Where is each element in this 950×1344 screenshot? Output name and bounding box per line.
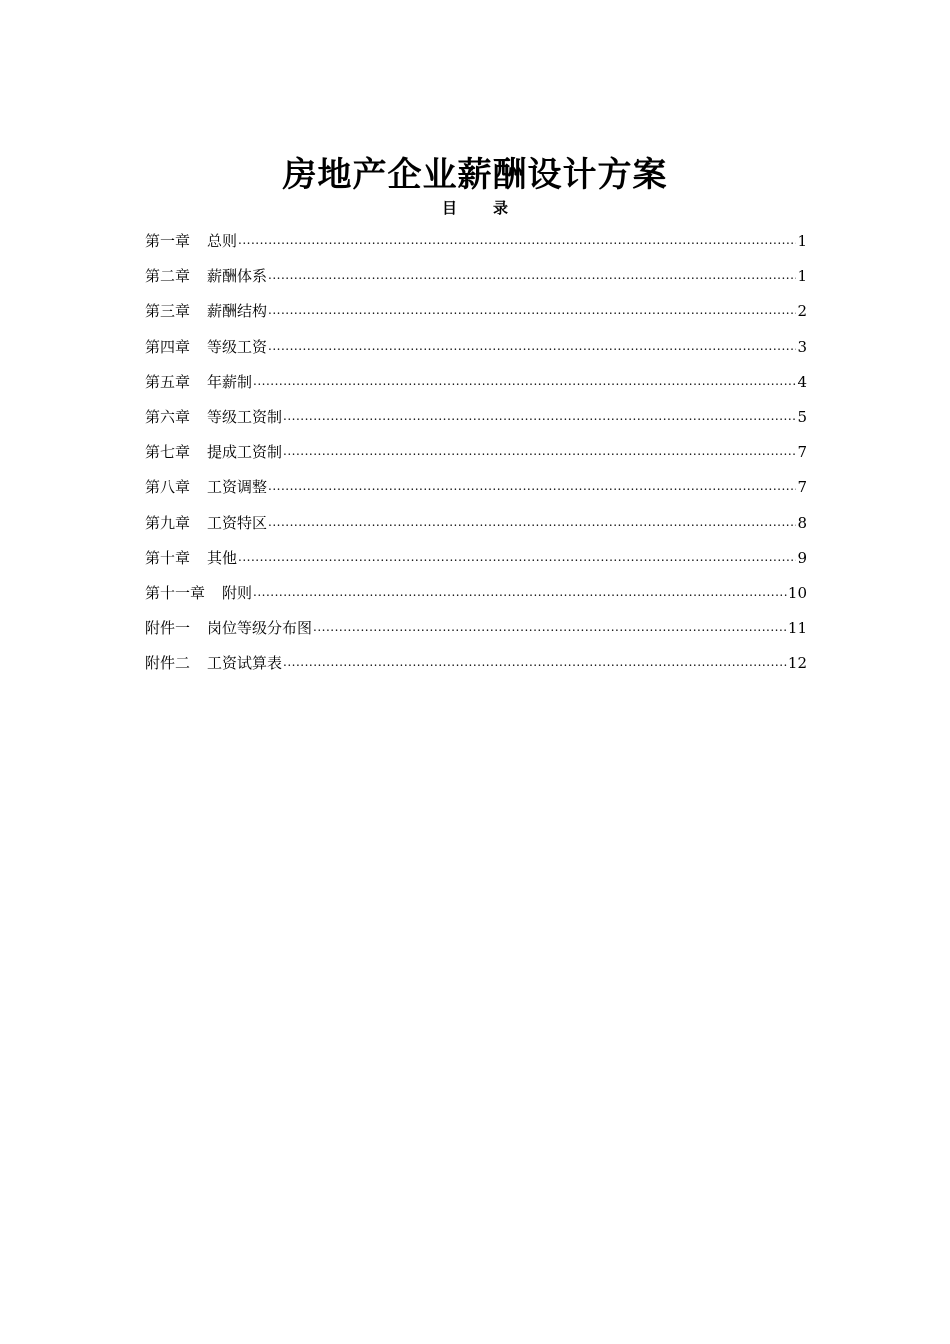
toc-dot-leader bbox=[313, 619, 787, 633]
toc-page-number: 5 bbox=[797, 407, 807, 426]
toc-page-number: 11 bbox=[787, 619, 807, 638]
toc-page-number: 9 bbox=[797, 548, 807, 567]
toc-dot-leader bbox=[283, 654, 787, 668]
toc-chapter-title: 薪酬结构 bbox=[207, 302, 268, 321]
toc-page-number: 1 bbox=[797, 267, 807, 286]
toc-entry[interactable] bbox=[145, 441, 807, 476]
toc-page-number: 10 bbox=[787, 583, 807, 602]
toc-page-number: 2 bbox=[797, 302, 807, 321]
toc-entry[interactable] bbox=[145, 652, 807, 687]
toc-entry[interactable] bbox=[145, 617, 807, 652]
toc-dot-leader bbox=[253, 373, 796, 387]
toc-dot-leader bbox=[238, 549, 796, 563]
toc-chapter-title: 工资调整 bbox=[207, 478, 268, 497]
toc-chapter-title: 等级工资制 bbox=[207, 407, 283, 426]
toc-dot-leader bbox=[268, 267, 796, 281]
toc-dot-leader bbox=[268, 338, 796, 352]
toc-chapter-title: 工资试算表 bbox=[207, 654, 283, 673]
toc-entry[interactable] bbox=[145, 371, 807, 406]
toc-chapter-number: 第八章 bbox=[145, 478, 191, 497]
toc-page-number: 1 bbox=[797, 232, 807, 250]
toc-page-number: 7 bbox=[797, 478, 807, 497]
toc-chapter-number: 第七章 bbox=[145, 443, 191, 462]
toc-dot-leader bbox=[283, 408, 796, 422]
toc-chapter-title: 提成工资制 bbox=[207, 443, 283, 462]
toc-entry[interactable] bbox=[145, 512, 807, 547]
toc-dot-leader bbox=[268, 478, 796, 492]
toc-chapter-number: 附件二 bbox=[145, 654, 191, 673]
toc-entry[interactable] bbox=[145, 230, 807, 265]
toc-chapter-title: 附则 bbox=[222, 583, 253, 602]
document-title: 房地产企业薪酬设计方案 bbox=[282, 154, 668, 195]
toc-chapter-title: 工资特区 bbox=[207, 513, 268, 532]
toc-page-number: 4 bbox=[797, 372, 807, 391]
toc-chapter-number: 第四章 bbox=[145, 337, 191, 356]
table-of-contents bbox=[145, 230, 807, 687]
toc-chapter-title: 总则 bbox=[207, 232, 238, 250]
toc-dot-leader bbox=[238, 232, 796, 246]
toc-heading bbox=[0, 197, 950, 219]
toc-dot-leader bbox=[253, 584, 787, 598]
toc-entry[interactable] bbox=[145, 582, 807, 617]
toc-entry[interactable] bbox=[145, 406, 807, 441]
toc-chapter-number: 第五章 bbox=[145, 372, 191, 391]
toc-heading-char-1: 目 bbox=[441, 199, 457, 217]
toc-chapter-number: 第三章 bbox=[145, 302, 191, 321]
toc-chapter-title: 岗位等级分布图 bbox=[207, 619, 313, 638]
toc-page-number: 12 bbox=[787, 654, 807, 673]
toc-chapter-number: 第十一章 bbox=[145, 583, 206, 602]
toc-dot-leader bbox=[283, 443, 796, 457]
toc-chapter-number: 第九章 bbox=[145, 513, 191, 532]
toc-chapter-number: 第一章 bbox=[145, 232, 191, 250]
toc-page-number: 8 bbox=[797, 513, 807, 532]
toc-chapter-number: 第十章 bbox=[145, 548, 191, 567]
toc-chapter-title: 等级工资 bbox=[207, 337, 268, 356]
toc-entry[interactable] bbox=[145, 300, 807, 335]
toc-entry[interactable] bbox=[145, 336, 807, 371]
toc-heading-char-2: 录 bbox=[493, 199, 509, 217]
toc-chapter-number: 第六章 bbox=[145, 407, 191, 426]
toc-chapter-title: 其他 bbox=[207, 548, 238, 567]
toc-page-number: 3 bbox=[797, 337, 807, 356]
toc-chapter-number: 第二章 bbox=[145, 267, 191, 286]
toc-entry[interactable] bbox=[145, 476, 807, 511]
toc-entry[interactable] bbox=[145, 265, 807, 300]
toc-chapter-title: 薪酬体系 bbox=[207, 267, 268, 286]
toc-dot-leader bbox=[268, 514, 796, 528]
toc-page-number: 7 bbox=[797, 443, 807, 462]
toc-chapter-title: 年薪制 bbox=[207, 372, 253, 391]
toc-chapter-number: 附件一 bbox=[145, 619, 191, 638]
toc-dot-leader bbox=[268, 302, 796, 316]
toc-entry[interactable] bbox=[145, 547, 807, 582]
